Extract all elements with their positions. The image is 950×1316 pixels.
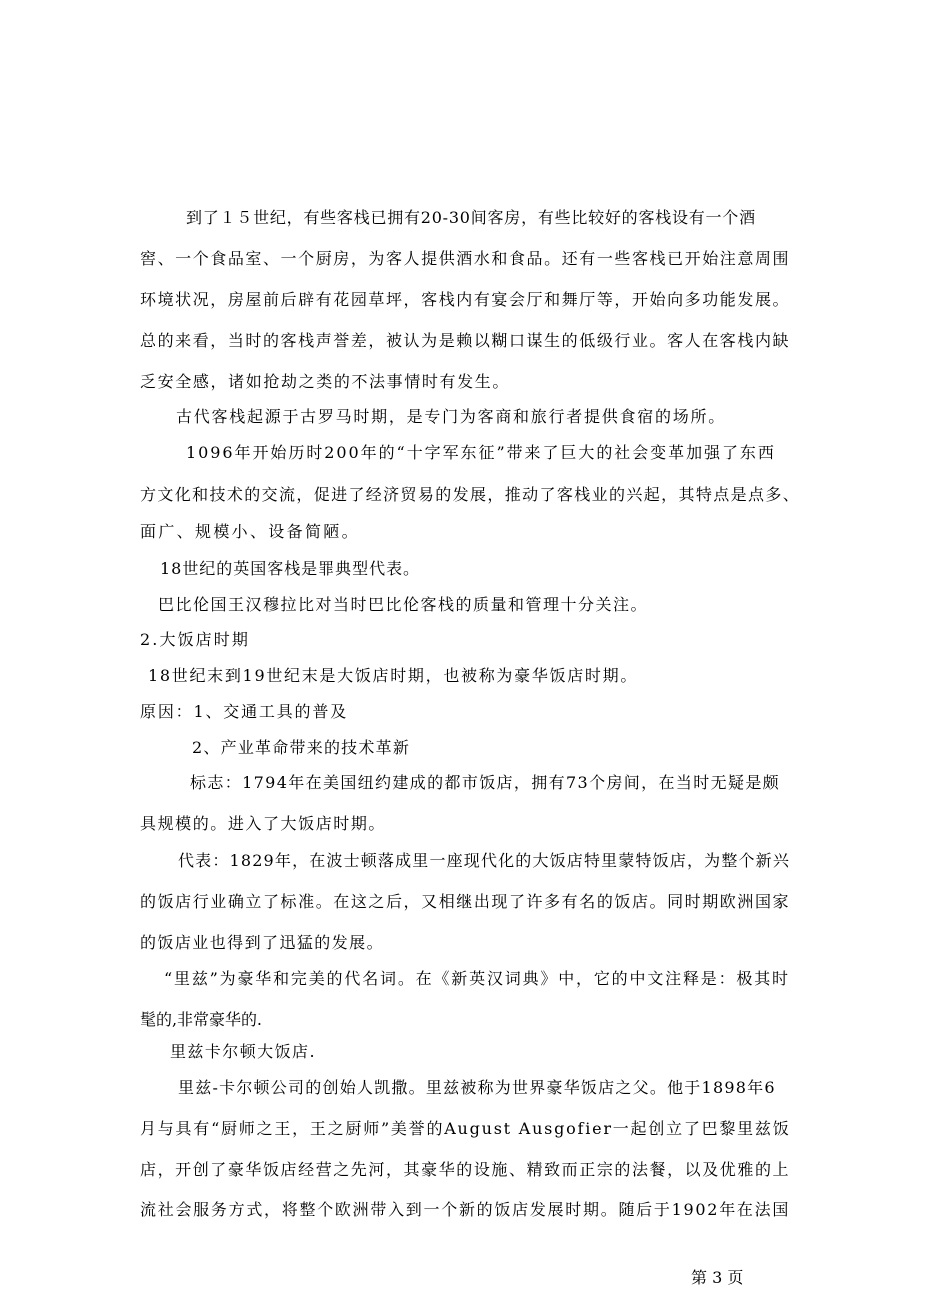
text-line: 里兹卡尔顿大饭店. <box>170 1042 316 1061</box>
text-line: 原因：1、交通工具的普及 <box>140 702 349 721</box>
text-line: 流社会服务方式，将整个欧洲带入到一个新的饭店发展时期。随后于1902年在法国 <box>140 1200 791 1219</box>
text-line: 髦的,非常豪华的. <box>140 1010 262 1029</box>
text-line: 标志：1794年在美国纽约建成的都市饭店，拥有73个房间，在当时无疑是颇 <box>190 773 781 792</box>
text-line: 1096年开始历时200年的“十字军东征”带来了巨大的社会变革加强了东西 <box>186 443 776 462</box>
text-line: 方文化和技术的交流，促进了经济贸易的发展，推动了客栈业的兴起，其特点是点多、 <box>140 485 801 504</box>
text-line: 乏安全感，诸如抢劫之类的不法事情时有发生。 <box>140 372 511 391</box>
text-line: 代表：1829年，在波士顿落成里一座现代化的大饭店特里蒙特饭店，为整个新兴 <box>178 851 791 870</box>
text-line: “里兹”为豪华和完美的代名词。在《新英汉词典》中，它的中文注释是：极其时 <box>164 969 790 988</box>
text-line: 总的来看，当时的客栈声誉差，被认为是赖以糊口谋生的低级行业。客人在客栈内缺 <box>140 331 791 350</box>
text-line: 18世纪末到19世纪末是大饭店时期，也被称为豪华饭店时期。 <box>148 666 639 685</box>
text-line: 到了１５世纪，有些客栈已拥有20-30间客房，有些比较好的客栈设有一个酒 <box>186 208 756 227</box>
text-line: 店，开创了豪华饭店经营之先河，其豪华的设施、精致而正宗的法餐，以及优雅的上 <box>140 1160 791 1179</box>
text-line: 具规模的。进入了大饭店时期。 <box>140 814 386 833</box>
text-line: 环境状况，房屋前后辟有花园草坪，客栈内有宴会厅和舞厅等，开始向多功能发展。 <box>140 290 791 309</box>
text-line: 18世纪的英国客栈是罪典型代表。 <box>160 559 421 578</box>
text-line: 的饭店行业确立了标准。在这之后，又相继出现了许多有名的饭店。同时期欧洲国家 <box>140 892 791 911</box>
text-line: 2、产业革命带来的技术革新 <box>192 738 411 757</box>
text-line: 古代客栈起源于古罗马时期，是专门为客商和旅行者提供食宿的场所。 <box>176 407 726 426</box>
text-line: 的饭店业也得到了迅猛的发展。 <box>140 933 385 952</box>
text-line: 月与具有“厨师之王，王之厨师”美誉的August Ausgofier一起创立了巴黎里兹饭 <box>140 1119 791 1138</box>
text-line: 面广、规模小、设备简陋。 <box>140 522 360 541</box>
section-heading: 2.大饭店时期 <box>140 630 250 649</box>
text-line: 巴比伦国王汉穆拉比对当时巴比伦客栈的质量和管理十分关注。 <box>158 595 649 614</box>
text-line: 窖、一个食品室、一个厨房，为客人提供酒水和食品。还有一些客栈已开始注意周围 <box>140 249 791 268</box>
text-line: 里兹-卡尔顿公司的创始人凯撒。里兹被称为世界豪华饭店之父。他于1898年6 <box>178 1078 776 1097</box>
page-number: 第 3 页 <box>691 1268 744 1287</box>
